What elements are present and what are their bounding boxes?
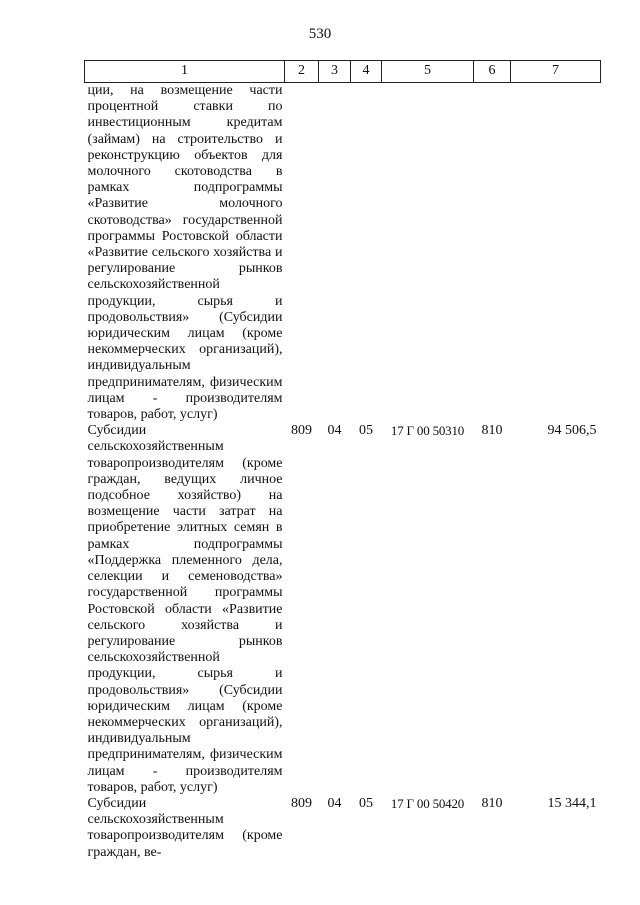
header-col-3: 3 [319, 61, 351, 83]
row-col-5 [382, 83, 474, 424]
header-col-1: 1 [85, 61, 285, 83]
row-col-7 [511, 83, 601, 424]
row-description: Субсидии сельскохозяйственным товаропроизводителям (кроме граждан, ве- [87, 795, 283, 860]
row-col-6 [474, 83, 511, 424]
table-row [85, 423, 601, 796]
page-number: 530 [308, 26, 332, 42]
row-col-2 [285, 83, 319, 424]
budget-table [84, 60, 601, 861]
row-col-7: 94 506,5 [547, 423, 597, 439]
row-col-3 [319, 83, 351, 424]
table-header-row [85, 61, 601, 83]
row-description: Субсидии сельскохозяйственным товаропроизводителям (кроме граждан, ведущих личное подсобное хозяйство) на возмещение части затрат на приобретение элитных семян в рамках подпрограммы «Поддержка племенного дела, селекции и семеноводства» государственной программы Ростовской области «Развитие сельского хозяйства и регулирование рынков сельскохозяйственной продукции, сырья и продовольствия» (Субсидии юридическим лицам (кроме некоммерческих организаций), индивидуальным предпринимателям, физическим лицам - производителям товаров, работ, услуг) [87, 423, 283, 795]
header-col-4: 4 [351, 61, 382, 83]
header-col-6: 6 [474, 61, 511, 83]
row-col-4: 05 [359, 795, 373, 811]
header-col-2: 2 [285, 61, 319, 83]
row-col-2: 809 [291, 423, 312, 439]
row-col-5: 17 Г 00 50310 [390, 423, 465, 439]
row-col-5: 17 Г 00 50420 [390, 795, 465, 811]
header-col-7: 7 [511, 61, 601, 83]
header-col-5: 5 [382, 61, 474, 83]
table-row [85, 796, 601, 861]
table-row [85, 83, 601, 424]
row-col-6: 810 [481, 423, 503, 439]
row-col-4: 05 [359, 423, 373, 439]
row-col-2: 809 [291, 795, 312, 811]
row-col-7: 15 344,1 [547, 795, 597, 811]
row-col-3: 04 [327, 795, 342, 811]
row-description: ции, на возмещение части процентной ставки по инвестиционным кредитам (займам) на строительство и реконструкцию объектов для молочного скотоводства в рамках подпрограммы «Развитие молочного скотоводства» государственной программы Ростовской области «Развитие сельского хозяйства и регулирование рынков сельскохозяйственной продукции, сырья и продовольствия» (Субсидии юридическим лицам (кроме некоммерческих организаций), индивидуальным предпринимателям, физическим лицам - производителям товаров, работ, услуг) [87, 83, 283, 423]
row-col-6: 810 [481, 795, 503, 811]
row-col-4 [351, 83, 382, 424]
row-col-3: 04 [327, 423, 342, 439]
